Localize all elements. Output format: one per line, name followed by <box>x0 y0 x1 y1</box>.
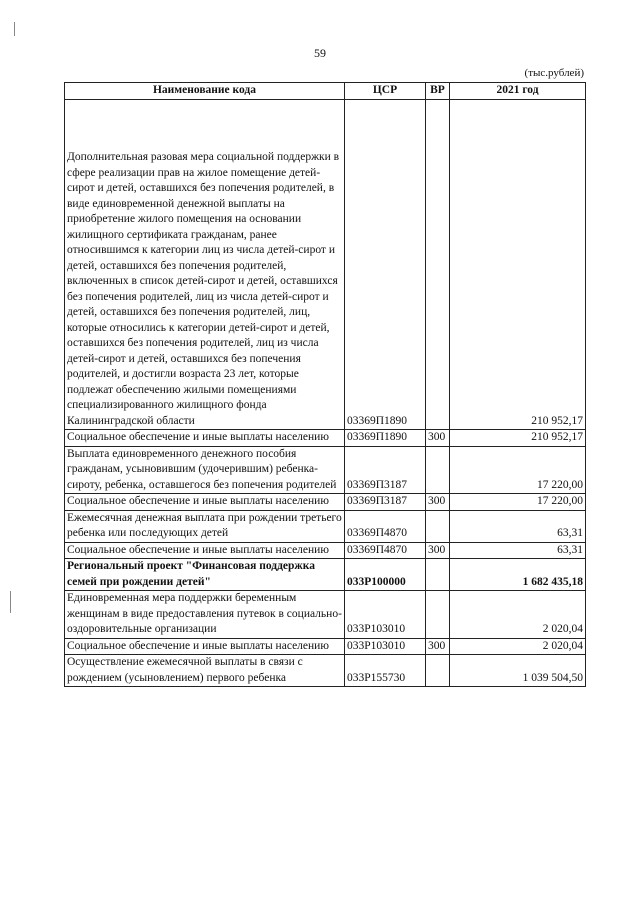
row-sum: 63,31 <box>450 542 586 559</box>
row-vr: 300 <box>426 430 450 447</box>
table-row <box>65 559 586 591</box>
table-row <box>65 591 586 639</box>
row-csr: 03369П1890 <box>345 100 426 430</box>
row-csr: 03369П4870 <box>345 542 426 559</box>
header-vr: ВР <box>426 83 450 100</box>
row-vr: 300 <box>426 542 450 559</box>
row-sum: 17 220,00 <box>450 494 586 511</box>
row-name: Выплата единовременного денежного пособия гражданам, усыновившим (удочерившим) ребенка-сироту, ребенка, оставшегося без попечения родителей <box>65 446 345 494</box>
row-sum: 17 220,00 <box>450 446 586 494</box>
row-vr <box>426 655 450 687</box>
row-csr: 03369П3187 <box>345 494 426 511</box>
row-name: Региональный проект "Финансовая поддержка семей при рождении детей" <box>65 559 345 591</box>
row-vr <box>426 591 450 639</box>
table-row <box>65 542 586 559</box>
row-csr: 033P103010 <box>345 638 426 655</box>
row-vr <box>426 100 450 430</box>
row-sum: 63,31 <box>450 510 586 542</box>
table-row <box>65 446 586 494</box>
row-name: Социальное обеспечение и иные выплаты населению <box>65 494 345 511</box>
row-name: Ежемесячная денежная выплата при рождении третьего ребенка или последующих детей <box>65 510 345 542</box>
table-header-row <box>65 83 586 100</box>
table-row <box>65 494 586 511</box>
row-vr <box>426 446 450 494</box>
row-csr: 033P103010 <box>345 591 426 639</box>
row-sum: 2 020,04 <box>450 591 586 639</box>
scan-mark <box>14 22 15 36</box>
header-name: Наименование кода <box>65 83 345 100</box>
row-sum: 1 039 504,50 <box>450 655 586 687</box>
table-row <box>65 100 586 430</box>
row-name: Социальное обеспечение и иные выплаты населению <box>65 638 345 655</box>
table-row <box>65 655 586 687</box>
row-sum: 1 682 435,18 <box>450 559 586 591</box>
scan-mark <box>10 591 11 613</box>
row-csr: 03369П1890 <box>345 430 426 447</box>
row-vr <box>426 559 450 591</box>
row-csr: 03369П3187 <box>345 446 426 494</box>
row-vr: 300 <box>426 638 450 655</box>
row-vr <box>426 510 450 542</box>
header-year: 2021 год <box>450 83 586 100</box>
row-sum: 2 020,04 <box>450 638 586 655</box>
row-csr: 033P100000 <box>345 559 426 591</box>
table-row <box>65 430 586 447</box>
row-name: Осуществление ежемесячной выплаты в связи с рождением (усыновлением) первого ребенка <box>65 655 345 687</box>
budget-table <box>64 82 586 687</box>
row-csr: 033P155730 <box>345 655 426 687</box>
row-name: Социальное обеспечение и иные выплаты населению <box>65 430 345 447</box>
row-name: Социальное обеспечение и иные выплаты населению <box>65 542 345 559</box>
row-name: Единовременная мера поддержки беременным женщинам в виде предоставления путевок в социально-оздоровительные организации <box>65 591 345 639</box>
row-vr: 300 <box>426 494 450 511</box>
row-sum: 210 952,17 <box>450 430 586 447</box>
row-name: Дополнительная разовая мера социальной поддержки в сфере реализации прав на жилое помещение детей-сирот и детей, оставшихся без попечения родителей, в виде единовременной денежной выплаты на приобретение жилого помещения на основании жилищного сертификата гражданам, ранее относившимся к категории лиц из числа детей-сирот и детей, оставшихся без попечения родителей, включенных в список детей-сирот и детей, оставшихся без попечения родителей, лиц из числа детей-сирот и детей, оставшихся без попечения родителей, лиц, которые относились к категории детей-сирот и детей, оставшихся без попечения родителей, лиц из числа детей-сирот и детей, оставшихся без попечения родителей, и достигли возраста 23 лет, которые подлежат обеспечению жилыми помещениями специализированного жилищного фонда Калининградской области <box>65 100 345 430</box>
table-row <box>65 510 586 542</box>
page-number: 59 <box>314 46 326 60</box>
row-sum: 210 952,17 <box>450 100 586 430</box>
header-csr: ЦСР <box>345 83 426 100</box>
table-row <box>65 638 586 655</box>
row-csr: 03369П4870 <box>345 510 426 542</box>
units-label: (тыс.рублей) <box>524 67 584 79</box>
